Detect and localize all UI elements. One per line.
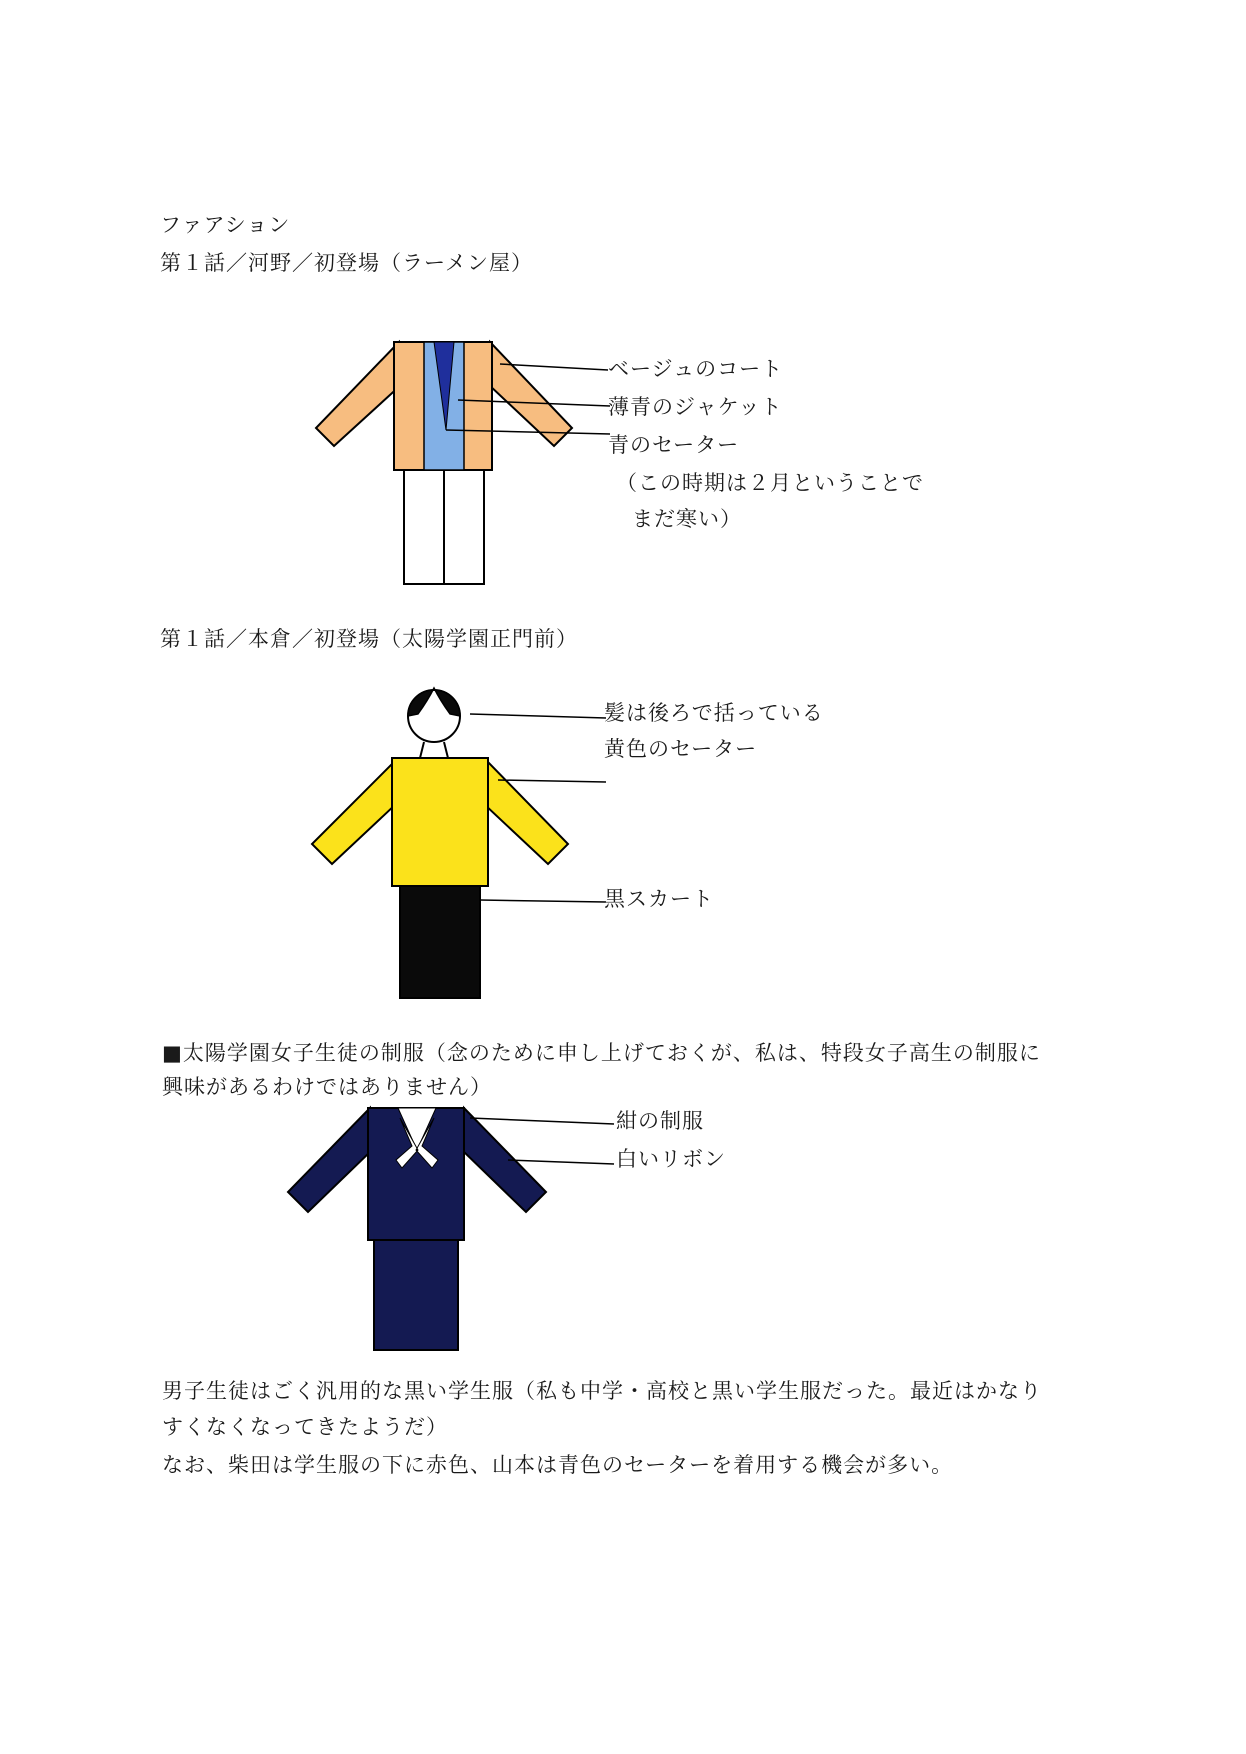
- label-light-blue-jacket: 薄青のジャケット: [608, 395, 783, 419]
- note-line-1: （この時期は２月ということで: [616, 471, 924, 495]
- label-navy-uniform: 紺の制服: [616, 1109, 704, 1133]
- section3-title-line2: 興味があるわけではありません）: [162, 1075, 492, 1099]
- section1-title: 第１話／河野／初登場（ラーメン屋）: [160, 251, 533, 275]
- uniform-right-sleeve: [464, 1108, 546, 1212]
- label-white-ribbon: 白いリボン: [616, 1147, 726, 1171]
- footer-line-2: すくなくなってきたようだ）: [162, 1415, 448, 1439]
- label-hair-tied: 髪は後ろで括っている: [604, 701, 824, 725]
- label-yellow-sweater: 黄色のセーター: [604, 737, 758, 761]
- uniform-skirt: [374, 1238, 458, 1350]
- note-line-2: まだ寒い）: [632, 507, 742, 531]
- section2-title: 第１話／本倉／初登場（太陽学園正門前）: [160, 627, 578, 651]
- page-heading: ファアション: [160, 213, 291, 237]
- section3-title-line1: ■太陽学園女子生徒の制服（念のために申し上げておくが、私は、特段女子高生の制服に: [162, 1041, 1041, 1065]
- footer-line-1: 男子生徒はごく汎用的な黒い学生服（私も中学・高校と黒い学生服だった。最近はかなり: [162, 1379, 1042, 1403]
- label-black-skirt: 黒スカート: [604, 887, 714, 911]
- footer-line-3: なお、柴田は学生服の下に赤色、山本は青色のセーターを着用する機会が多い。: [162, 1453, 954, 1477]
- label-beige-coat: ベージュのコート: [608, 357, 784, 381]
- label-blue-sweater: 青のセーター: [608, 433, 740, 457]
- uniform-left-sleeve: [288, 1108, 370, 1212]
